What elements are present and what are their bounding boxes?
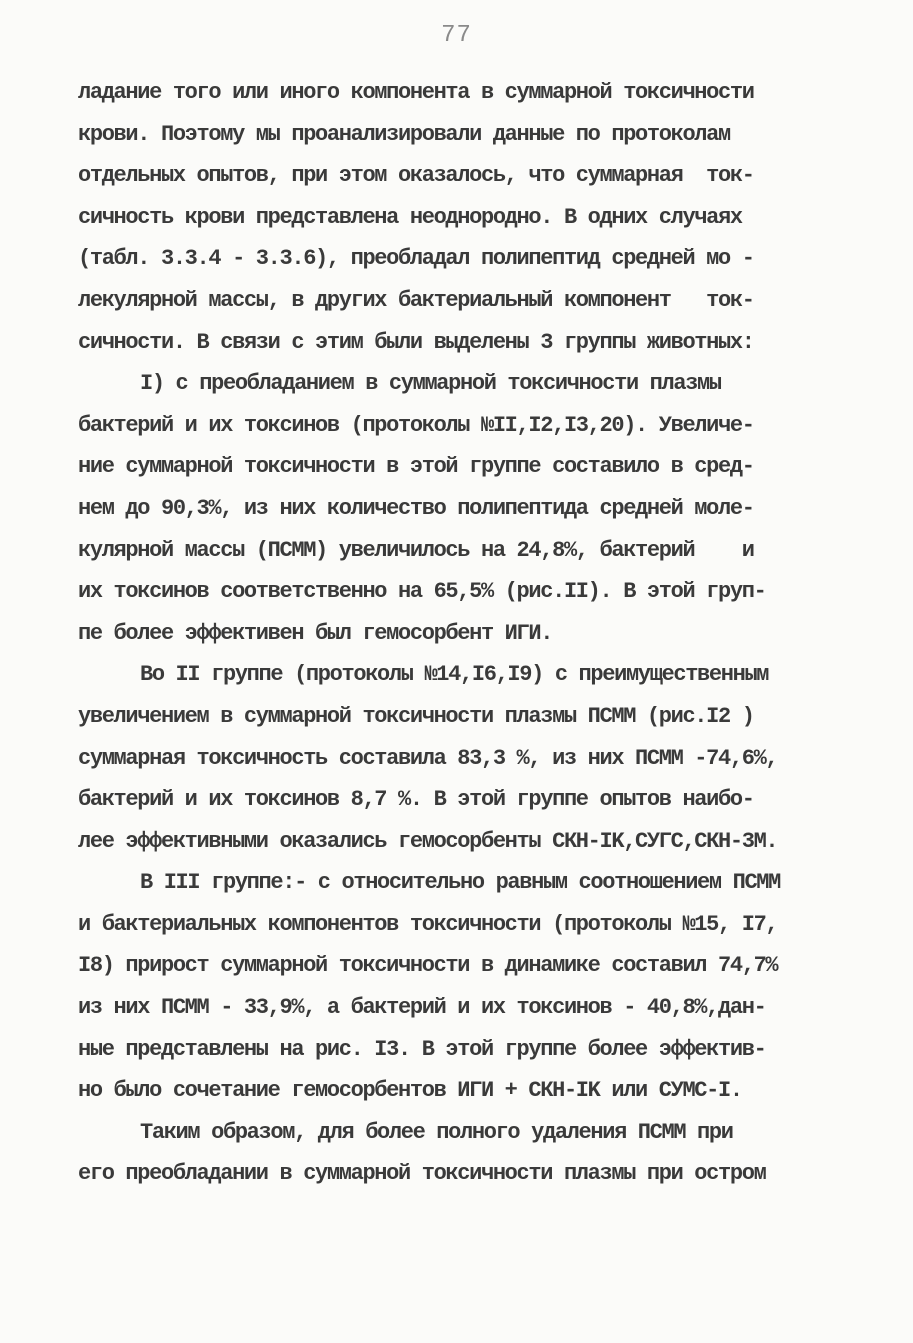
text-line: (табл. 3.3.4 - 3.3.6), преобладал полипептид средней мо -	[78, 246, 754, 272]
text-line: лее эффективными оказались гемосорбенты СКН-IK,СУГС,СКН-3М.	[78, 828, 778, 854]
text-line: и бактериальных компонентов токсичности (протоколы №15, I7,	[78, 911, 778, 937]
text-line: их токсинов соответственно на 65,5% (рис.II). В этой груп-	[78, 579, 766, 605]
text-line: кулярной массы (ПСММ) увеличилось на 24,8%, бактерий и	[78, 537, 754, 563]
text-line: суммарная токсичность составила 83,3 %, из них ПСММ -74,6%,	[78, 745, 778, 771]
paragraph-first-line: I) с преобладанием в суммарной токсичности плазмы	[140, 371, 721, 397]
text-line: лекулярной массы, в других бактериальный компонент ток-	[78, 287, 754, 313]
text-line: его преобладании в суммарной токсичности плазмы при остром	[78, 1161, 766, 1187]
text-line: ные представлены на рис. I3. В этой группе более эффектив-	[78, 1036, 766, 1062]
text-line: пе более эффективен был гемосорбент ИГИ.	[78, 620, 553, 646]
text-line: ладание того или иного компонента в суммарной токсичности	[78, 80, 754, 105]
text-line: сичность крови представлена неоднородно. В одних случаях	[78, 204, 742, 230]
text-line: I8) прирост суммарной токсичности в динамике составил 74,7%	[78, 953, 778, 979]
text-line: бактерий и их токсинов 8,7 %. В этой группе опытов наибо-	[78, 787, 754, 813]
text-line: отдельных опытов, при этом оказалось, что суммарная ток-	[78, 163, 754, 189]
text-line: из них ПСММ - 33,9%, а бактерий и их токсинов - 40,8%,дан-	[78, 995, 766, 1021]
paragraph-first-line: В III группе:- с относительно равным соотношением ПСММ	[140, 870, 781, 896]
text-line: но было сочетание гемосорбентов ИГИ + СКН-IK или СУМС-I.	[78, 1078, 742, 1104]
text-line: бактерий и их токсинов (протоколы №II,I2,I3,20). Увеличе-	[78, 412, 754, 438]
paragraph-first-line: Таким образом, для более полного удаления ПСММ при	[140, 1119, 733, 1145]
text-line: увеличением в суммарной токсичности плазмы ПСММ (рис.I2 )	[78, 703, 754, 729]
page-number: 77	[441, 22, 472, 49]
text-line: крови. Поэтому мы проанализировали данные по протоколам	[78, 121, 730, 147]
text-line: сичности. В связи с этим были выделены 3 группы животных:	[78, 329, 754, 355]
paragraph-first-line: Во II группе (протоколы №14,I6,I9) с преимущественным	[140, 662, 769, 688]
text-line: ние суммарной токсичности в этой группе составило в сред-	[78, 454, 754, 480]
body-text	[78, 72, 813, 1195]
text-line: нем до 90,3%, из них количество полипептида средней моле-	[78, 495, 754, 521]
